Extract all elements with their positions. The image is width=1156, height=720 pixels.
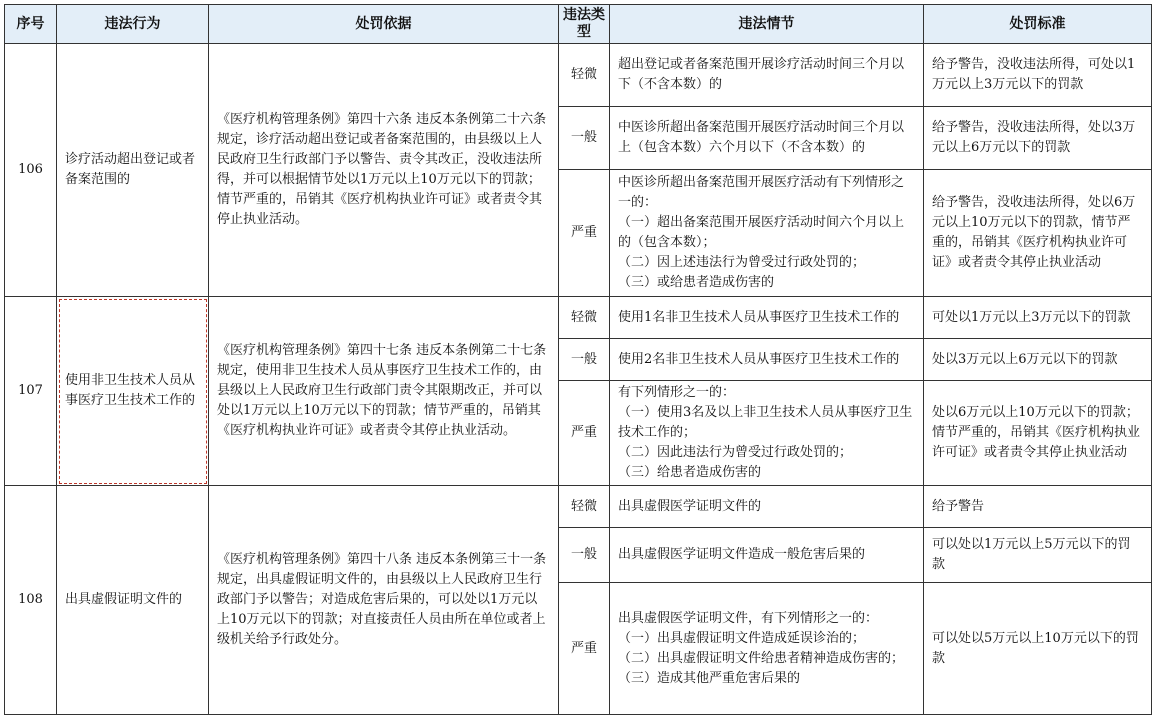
table-row — [5, 44, 1152, 107]
header-basis: 处罚依据 — [209, 5, 559, 44]
circumstance-text: 中医诊所超出备案范围开展医疗活动时间三个月以上（包含本数）六个月以下（不含本数）的 — [610, 107, 924, 170]
violation-type: 轻微 — [559, 297, 610, 339]
circumstance-text: 出具虚假医学证明文件造成一般危害后果的 — [610, 528, 924, 583]
violation-type: 轻微 — [559, 44, 610, 107]
penalty-standard: 给予警告，没收违法所得，可处以1万元以上3万元以下的罚款 — [924, 44, 1152, 107]
penalty-standard: 给予警告，没收违法所得，处以6万元以上10万元以下的罚款，情节严重的，吊销其《医疗机构执业许可证》或者责令其停止执业活动 — [924, 170, 1152, 297]
penalty-standard: 给予警告 — [924, 486, 1152, 528]
violation-type: 一般 — [559, 107, 610, 170]
circumstance-text: 出具虚假医学证明文件，有下列情形之一的： （一）出具虚假证明文件造成延误诊治的； （二）出具虚假证明文件给患者精神造成伤害的； （三）造成其他严重危害后果的 — [610, 583, 924, 715]
violation-type: 一般 — [559, 528, 610, 583]
circumstance-text: 出具虚假医学证明文件的 — [610, 486, 924, 528]
violation-type: 轻微 — [559, 486, 610, 528]
violation-type: 一般 — [559, 339, 610, 381]
row-number: 107 — [5, 297, 57, 486]
penalty-standard: 处以6万元以上10万元以下的罚款；情节严重的，吊销其《医疗机构执业许可证》或者责令其停止执业活动 — [924, 381, 1152, 486]
header-row — [5, 5, 1152, 44]
violation-act: 使用非卫生技术人员从事医疗卫生技术工作的 — [57, 297, 209, 486]
circumstance-text: 使用1名非卫生技术人员从事医疗卫生技术工作的 — [610, 297, 924, 339]
penalty-basis: 《医疗机构管理条例》第四十六条 违反本条例第二十六条规定，诊疗活动超出登记或者备案范围的，由县级以上人民政府卫生行政部门予以警告、责令其改正，没收违法所得，并可以根据情节处以1万元以上10万元以下的罚款；情节严重的，吊销其《医疗机构执业许可证》或者责令其停止执业活动。 — [209, 44, 559, 297]
penalty-standards-table — [4, 4, 1152, 715]
header-standard: 处罚标准 — [924, 5, 1152, 44]
penalty-standard: 可处以1万元以上3万元以下的罚款 — [924, 297, 1152, 339]
violation-act: 诊疗活动超出登记或者备案范围的 — [57, 44, 209, 297]
violation-type: 严重 — [559, 583, 610, 715]
row-number: 108 — [5, 486, 57, 715]
header-type: 违法类型 — [559, 5, 610, 44]
header-no: 序号 — [5, 5, 57, 44]
row-number: 106 — [5, 44, 57, 297]
header-act: 违法行为 — [57, 5, 209, 44]
penalty-basis: 《医疗机构管理条例》第四十八条 违反本条例第三十一条规定，出具虚假证明文件的，由县级以上人民政府卫生行政部门予以警告；对造成危害后果的，可以处以1万元以上10万元以下的罚款；对直接责任人员由所在单位或者上级机关给予行政处分。 — [209, 486, 559, 715]
table-row — [5, 297, 1152, 339]
penalty-basis: 《医疗机构管理条例》第四十七条 违反本条例第二十七条规定，使用非卫生技术人员从事医疗卫生技术工作的，由县级以上人民政府卫生行政部门责令其限期改正，并可以处以1万元以上10万元以下的罚款；情节严重的，吊销其《医疗机构执业许可证》或者责令其停止执业活动。 — [209, 297, 559, 486]
circumstance-text: 中医诊所超出备案范围开展医疗活动有下列情形之一的： （一）超出备案范围开展医疗活动时间六个月以上的（包含本数）； （二）因上述违法行为曾受过行政处罚的； （三）或给患者造成伤害的 — [610, 170, 924, 297]
circumstance-text: 有下列情形之一的： （一）使用3名及以上非卫生技术人员从事医疗卫生技术工作的； （二）因此违法行为曾受过行政处罚的； （三）给患者造成伤害的 — [610, 381, 924, 486]
penalty-standard: 处以3万元以上6万元以下的罚款 — [924, 339, 1152, 381]
violation-type: 严重 — [559, 381, 610, 486]
penalty-standard: 可以处以5万元以上10万元以下的罚款 — [924, 583, 1152, 715]
penalty-standard: 可以处以1万元以上5万元以下的罚款 — [924, 528, 1152, 583]
header-circumstance: 违法情节 — [610, 5, 924, 44]
violation-type: 严重 — [559, 170, 610, 297]
penalty-standard: 给予警告，没收违法所得，处以3万元以上6万元以下的罚款 — [924, 107, 1152, 170]
circumstance-text: 使用2名非卫生技术人员从事医疗卫生技术工作的 — [610, 339, 924, 381]
violation-act: 出具虚假证明文件的 — [57, 486, 209, 715]
table-row — [5, 486, 1152, 528]
circumstance-text: 超出登记或者备案范围开展诊疗活动时间三个月以下（不含本数）的 — [610, 44, 924, 107]
